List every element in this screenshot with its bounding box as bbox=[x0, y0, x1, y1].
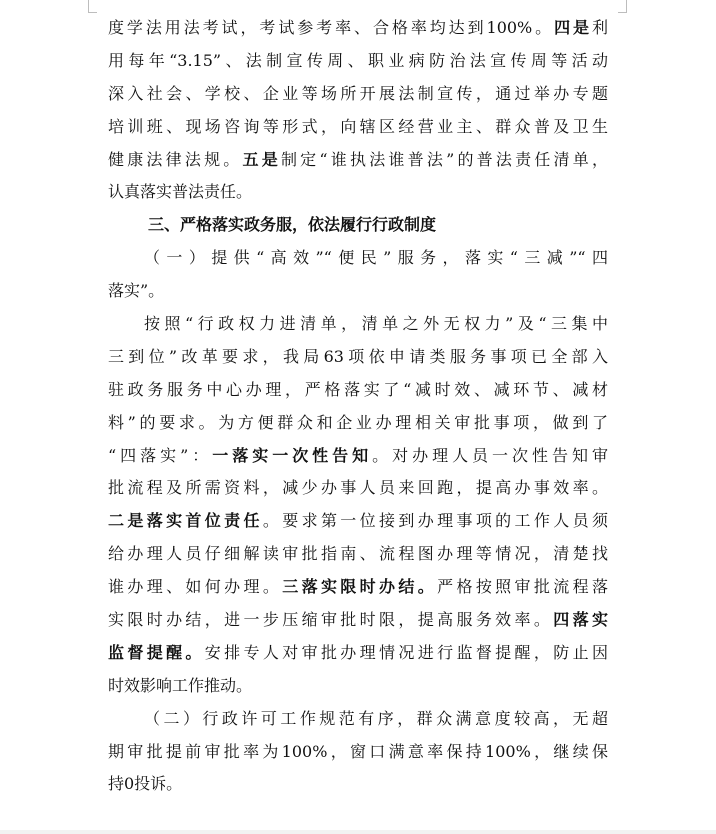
text-line bbox=[108, 768, 608, 801]
text-line bbox=[108, 374, 608, 407]
bold-phrase: 一落实一次性告知 bbox=[212, 445, 373, 465]
text-line bbox=[108, 45, 608, 78]
text-run: 利 bbox=[591, 18, 608, 37]
bold-phrase: 监督提醒。 bbox=[108, 642, 205, 662]
text-run: 期审批提前审批率为100%，窗口满意率保持100%，继续保 bbox=[108, 741, 608, 761]
bold-phrase: 五是 bbox=[242, 149, 281, 169]
text-run: 认真落实普法责任。 bbox=[108, 182, 253, 202]
text-line bbox=[108, 472, 608, 505]
text-line bbox=[108, 111, 608, 144]
bold-phrase: 二是落实首位责任 bbox=[108, 511, 263, 531]
text-line bbox=[108, 670, 608, 703]
bold-phrase: 三落实限时办结。 bbox=[282, 577, 438, 597]
text-line bbox=[108, 637, 608, 670]
text-run: “四落实”： bbox=[108, 445, 213, 465]
text-line bbox=[108, 703, 608, 736]
text-run: 制定“谁执法谁普法”的普法责任清单， bbox=[280, 149, 608, 169]
bold-phrase: 四是 bbox=[554, 18, 592, 37]
text-run: 三到位”改革要求，我局63项依申请类服务事项已全部入 bbox=[108, 346, 608, 366]
text-line bbox=[108, 736, 608, 769]
text-run: 料”的要求。为方便群众和企业办理相关审批事项，做到了 bbox=[108, 412, 608, 432]
text-run: 给办理人员仔细解读审批指南、流程图办理等情况，清楚找 bbox=[108, 544, 608, 564]
text-line bbox=[108, 308, 608, 341]
text-line bbox=[108, 604, 608, 637]
text-run: 谁办理、如何办理。 bbox=[108, 577, 283, 597]
text-run: （二）行政许可工作规范有序，群众满意度较高，无超 bbox=[144, 708, 608, 728]
text-run: 深入社会、学校、企业等场所开展法制宣传，通过举办专题 bbox=[108, 83, 608, 103]
text-run: 。要求第一位接到办理事项的工作人员须 bbox=[262, 511, 608, 531]
section-heading bbox=[108, 209, 608, 242]
text-line bbox=[108, 341, 608, 374]
text-line bbox=[108, 176, 608, 209]
margin-corner-mark-left bbox=[88, 0, 97, 13]
bold-phrase: 四落实 bbox=[553, 610, 608, 630]
text-run: 批流程及所需资料，减少办事人员来回跑，提高办事效率。 bbox=[108, 478, 608, 498]
text-run: 持0投诉。 bbox=[108, 774, 183, 794]
text-line bbox=[108, 242, 608, 275]
text-run: 严格按照审批流程落 bbox=[437, 577, 608, 597]
text-run: 三、严格落实政务服，依法履行行政制度 bbox=[148, 215, 437, 235]
text-run: 时效影响工作推动。 bbox=[108, 675, 253, 695]
text-run: 安排专人对审批办理情况进行监督提醒，防止因 bbox=[204, 642, 608, 662]
text-line bbox=[108, 144, 608, 177]
text-run: 度学法用法考试，考试参考率、合格率均达到100%。 bbox=[108, 18, 555, 37]
text-line bbox=[108, 571, 608, 604]
text-run: 培训班、现场咨询等形式，向辖区经营业主、群众普及卫生 bbox=[108, 116, 608, 136]
text-line bbox=[108, 12, 608, 45]
text-run: 驻政务服务中心办理，严格落实了“减时效、减环节、减材 bbox=[108, 379, 608, 399]
document-body bbox=[108, 12, 608, 801]
text-run: 实限时办结，进一步压缩审批时限，提高服务效率。 bbox=[108, 610, 554, 630]
text-line bbox=[108, 505, 608, 538]
margin-corner-mark-right bbox=[618, 0, 627, 13]
page-bottom-edge bbox=[0, 830, 716, 834]
text-run: 。对办理人员一次性告知审 bbox=[372, 445, 608, 465]
text-run: 落实”。 bbox=[108, 281, 165, 301]
text-run: 用每年“3.15”、法制宣传周、职业病防治法宣传周等活动 bbox=[108, 50, 608, 70]
text-run: 按照“行政权力进清单，清单之外无权力”及“三集中 bbox=[144, 314, 608, 334]
text-line bbox=[108, 275, 608, 308]
text-run: （一）提供“高效”“便民”服务，落实“三减”“四 bbox=[144, 248, 608, 268]
text-line bbox=[108, 78, 608, 111]
text-run: 健康法律法规。 bbox=[108, 149, 243, 169]
text-line bbox=[108, 407, 608, 440]
text-line bbox=[108, 440, 608, 473]
text-line bbox=[108, 538, 608, 571]
